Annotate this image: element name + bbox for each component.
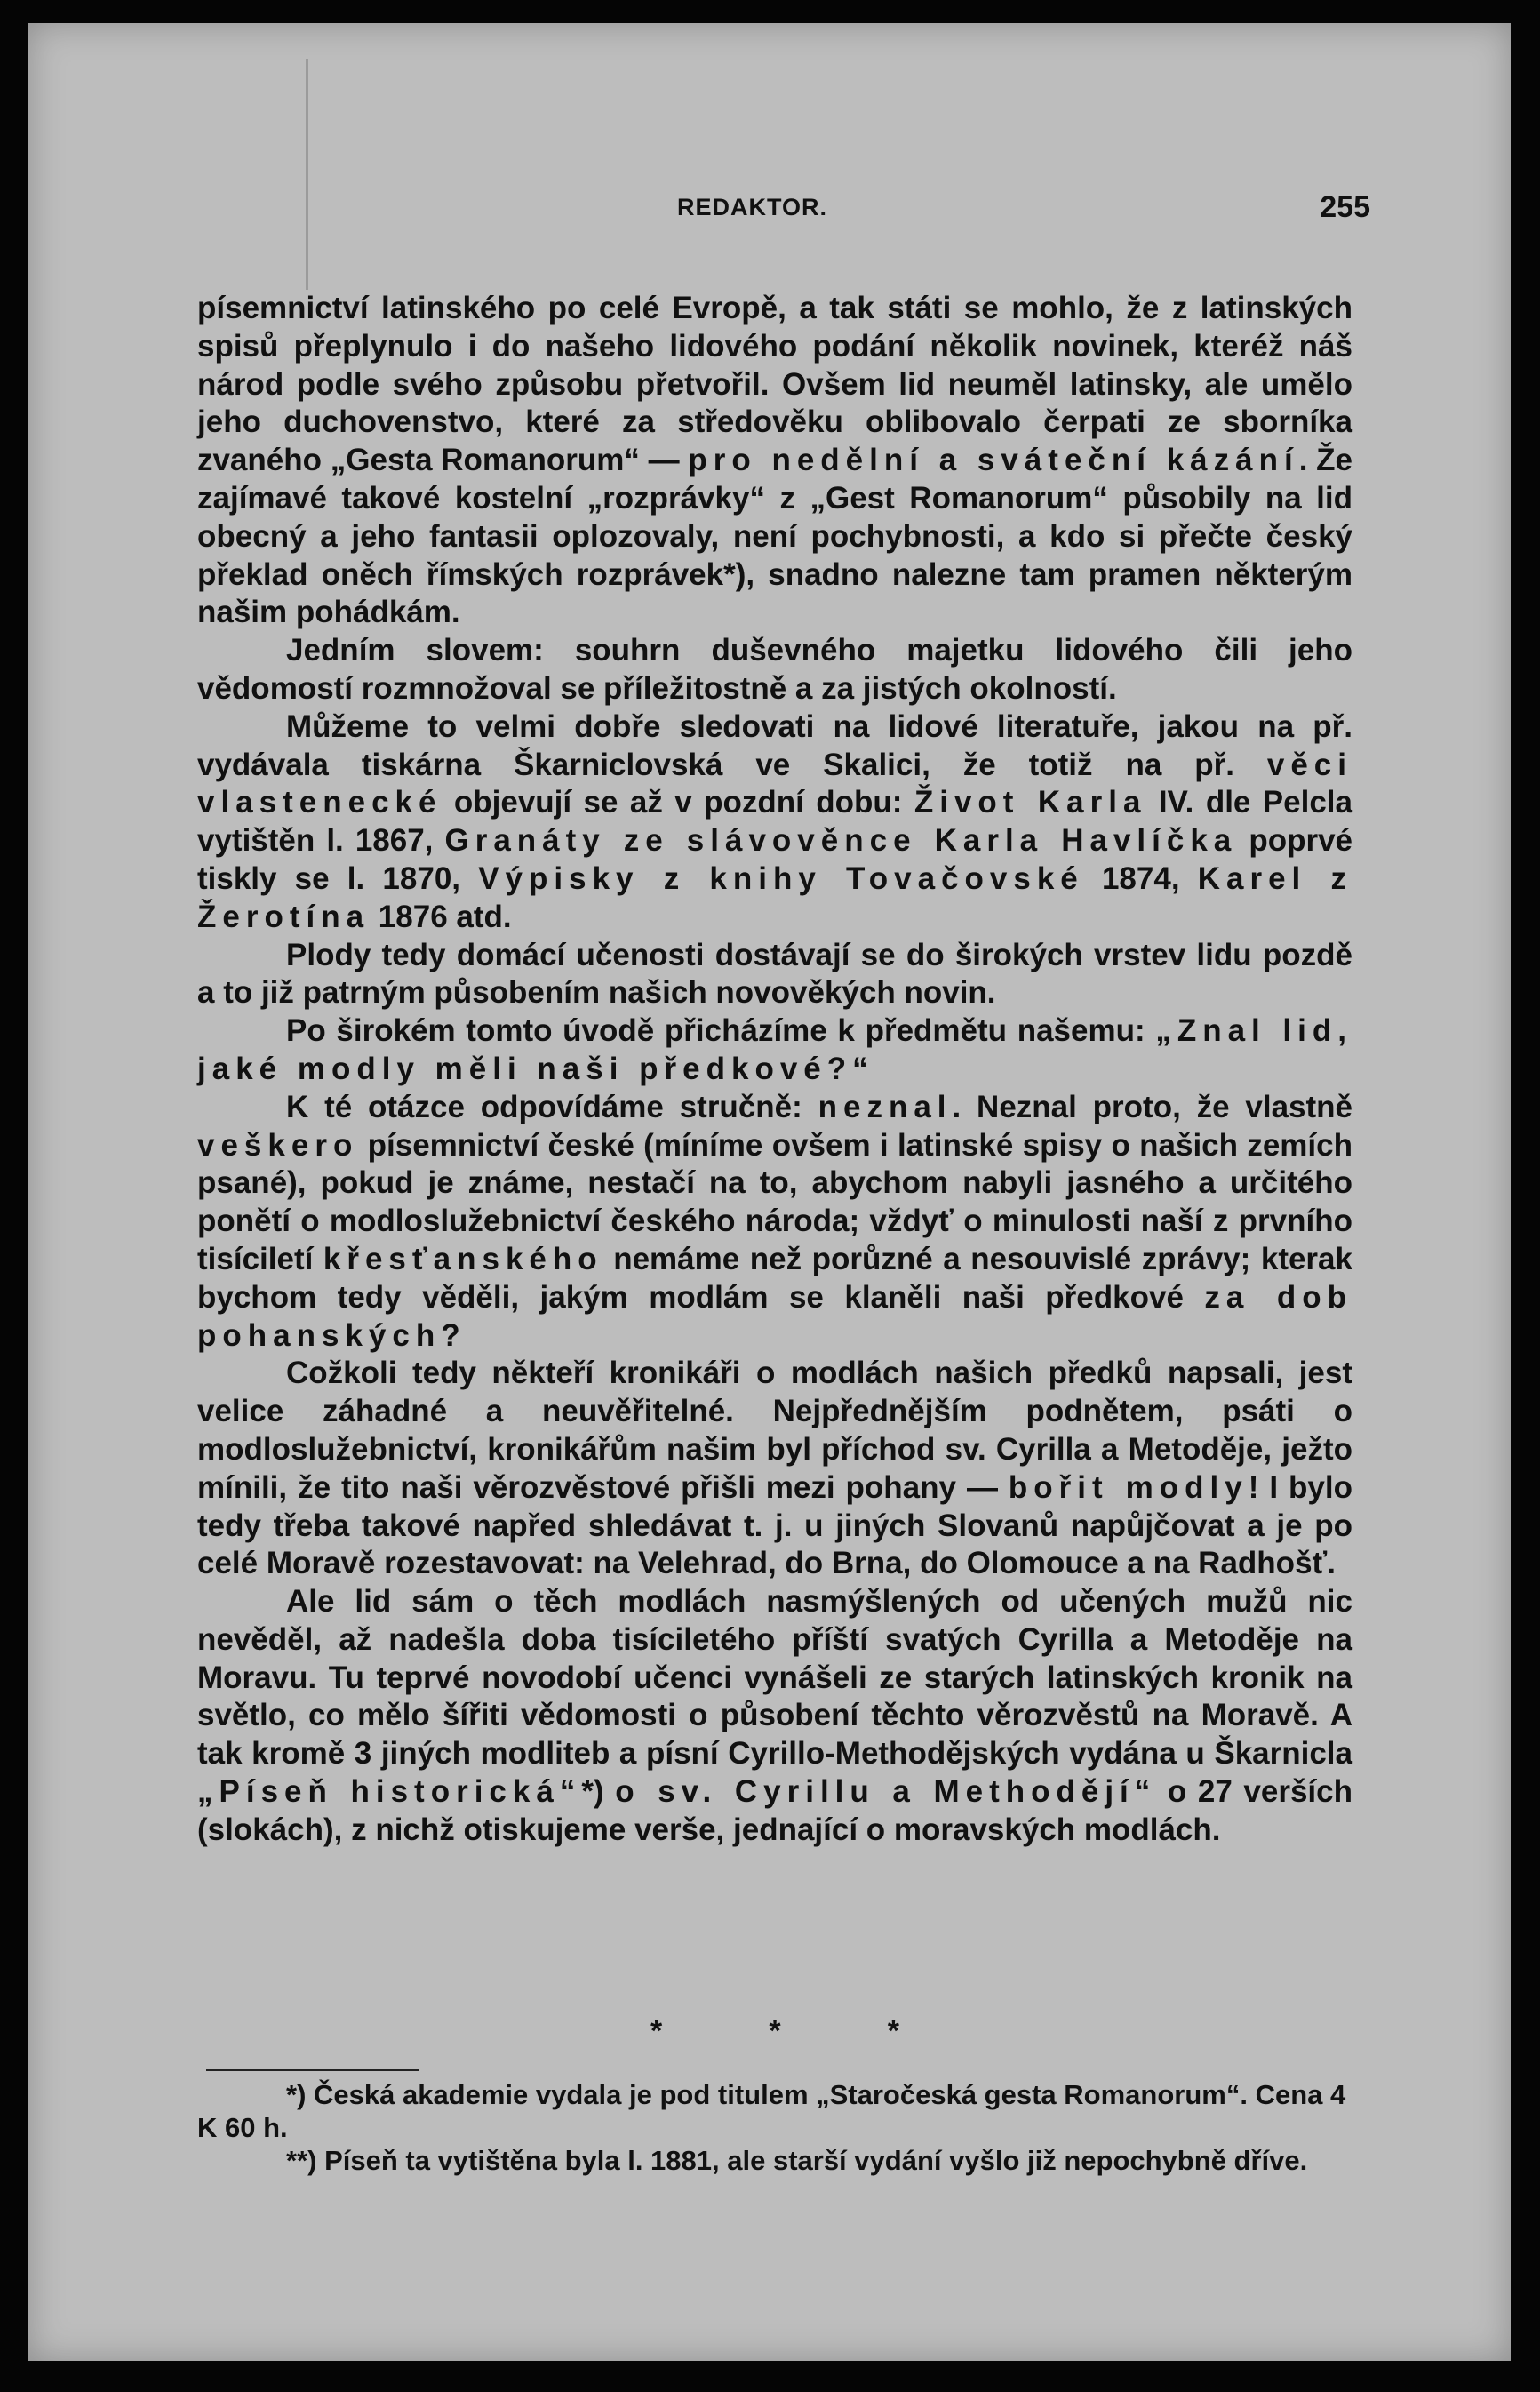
paragraph-5: Po širokém tomto úvodě přicházíme k předmětu našemu: „Znal lid, jaké modly měli naši předkové?“	[197, 1013, 1352, 1086]
spaced-emphasis: veškero	[197, 1127, 359, 1163]
separator-star: *	[769, 2014, 781, 2048]
spaced-emphasis: pro nedělní a sváteční kázání	[688, 443, 1299, 478]
footnotes	[197, 2078, 1352, 2177]
spaced-emphasis: bořit modly	[1008, 1469, 1249, 1505]
page-number: 255	[1320, 190, 1370, 224]
paragraph-3: Můžeme to velmi dobře sledovati na lidové literatuře, jakou na př. vydávala tiskárna Škarniclovská ve Skalici, že totiž na př. věci vlastenecké objevují se až v pozdní dobu: Život Karla IV. dle Pelcla vytištěn l. 1867, Granáty ze slávověnce Karla Havlíčka poprvé tiskly se l. 1870, Výpisky z knihy Tovačovské 1874, Karel z Žerotína 1876 atd.	[197, 708, 1353, 934]
spaced-emphasis: křesťanského	[323, 1241, 603, 1276]
separator-star: *	[887, 2014, 899, 2048]
running-head: REDAKTOR.	[677, 194, 828, 220]
spaced-emphasis: „Znal lid, jaké modly měli naši předkové?“	[197, 1013, 1352, 1086]
spaced-emphasis: „Píseň historická“	[197, 1774, 582, 1810]
book-page	[28, 23, 1511, 2361]
body-text	[197, 290, 1352, 1850]
paragraph-8: Ale lid sám o těch modlách nasmýšlených od učených mužů nic nevěděl, až nadešla doba tisíciletého příští svatých Cyrilla a Metoděje na Moravu. Tu teprvé novodobí učenci vynášeli ze starých latinských kronik na světlo, co mělo šířiti vědomosti o působení těchto věrozvěstů na Moravě. A tak kromě 3 jiných modliteb a písní Cyrillo-Methodějských vydána u Škarnicla „Píseň historická“*) o sv. Cyrillu a Methodějí“ o 27 verších (slokách), z nichž otiskujeme verše, jednající o moravských modlách.	[197, 1584, 1352, 1847]
footnote-2: **) Píseň ta vytištěna byla l. 1881, ale starší vydání vyšlo již nepochybně dříve.	[286, 2145, 1308, 2176]
section-separator	[650, 2014, 899, 2050]
spaced-emphasis: věci vlastenecké	[197, 747, 1352, 820]
spaced-emphasis: Výpisky z knihy Tovačovské	[478, 860, 1084, 896]
spaced-emphasis: za dob pohanských	[197, 1279, 1352, 1353]
paragraph-6: K té otázce odpovídáme stručně: neznal. Neznal proto, že vlastně veškero písemnictví české (míníme ovšem i latinské spisy o našich zemích psané), pokud je známe, nestačí na to, abychom nabyli jasného a určitého ponětí o modloslužebnictví českého národa; vždyť o minulosti naší z prvního tisíciletí křesťanského nemáme než porůzné a nesouvislé zprávy; kterak bychom tedy věděli, jakým modlám se klaněli naši předkové za dob pohanských?	[197, 1089, 1353, 1353]
separator-star: *	[650, 2014, 663, 2048]
paragraph-7: Cožkoli tedy někteří kronikáři o modlách našich předků napsali, jest velice záhadné a neuvěřitelné. Nejpřednějším podnětem, psáti o modloslužebnictví, kronikářům našim byl příchod sv. Cyrilla a Metoděje, ježto mínili, že tito naši věrozvěstové přišli mezi pohany — bořit modly! I bylo tedy třeba takové napřed shledávat t. j. u jiných Slovanů napůjčovat a je po celé Moravě rozestavovat: na Velehrad, do Brna, do Olomouce a na Radhošť.	[197, 1356, 1352, 1581]
footnote-1: *) Česká akademie vydala je pod titulem „Staročeská gesta Romanorum“. Cena 4 K 60 h.	[197, 2079, 1346, 2143]
paragraph-1: písemnictví latinského po celé Evropě, a tak státi se mohlo, že z latinských spisů přeplynulo i do našeho lidového podání několik novinek, kteréž náš národ podle svého způsobu přetvořil. Ovšem lid neuměl latinsky, ale umělo jeho duchovenstvo, které za středověku oblibovalo čerpati ze sborníka zvaného „Gesta Romanorum“ — pro nedělní a sváteční kázání. Že zajímavé takové kostelní „rozprávky“ z „Gest Romanorum“ působily na lid obecný a jeho fantasii oplozovaly, není pochybnosti, a kdo si přečte český překlad oněch římských rozprávek*), snadno nalezne tam pramen některým našim pohádkám.	[197, 291, 1352, 630]
paragraph-4: Plody tedy domácí učenosti dostávají se do širokých vrstev lidu pozdě a to již patrným působením našich novověkých novin.	[197, 937, 1352, 1011]
spaced-emphasis: o sv. Cyrillu a Methodějí“	[615, 1774, 1157, 1810]
scan-artifact-line	[306, 59, 308, 290]
spaced-emphasis: neznal	[818, 1089, 953, 1124]
spaced-emphasis: Život Karla	[914, 785, 1147, 820]
page-header	[197, 183, 1370, 236]
spaced-emphasis: Granáty ze slávověnce Karla Havlíčka	[444, 823, 1238, 859]
footnote-divider	[206, 2069, 419, 2071]
spaced-emphasis: Karel z Žerotína	[197, 860, 1352, 934]
paragraph-2: Jedním slovem: souhrn duševného majetku lidového čili jeho vědomostí rozmnožoval se příležitostně a za jistých okolností.	[197, 633, 1352, 706]
